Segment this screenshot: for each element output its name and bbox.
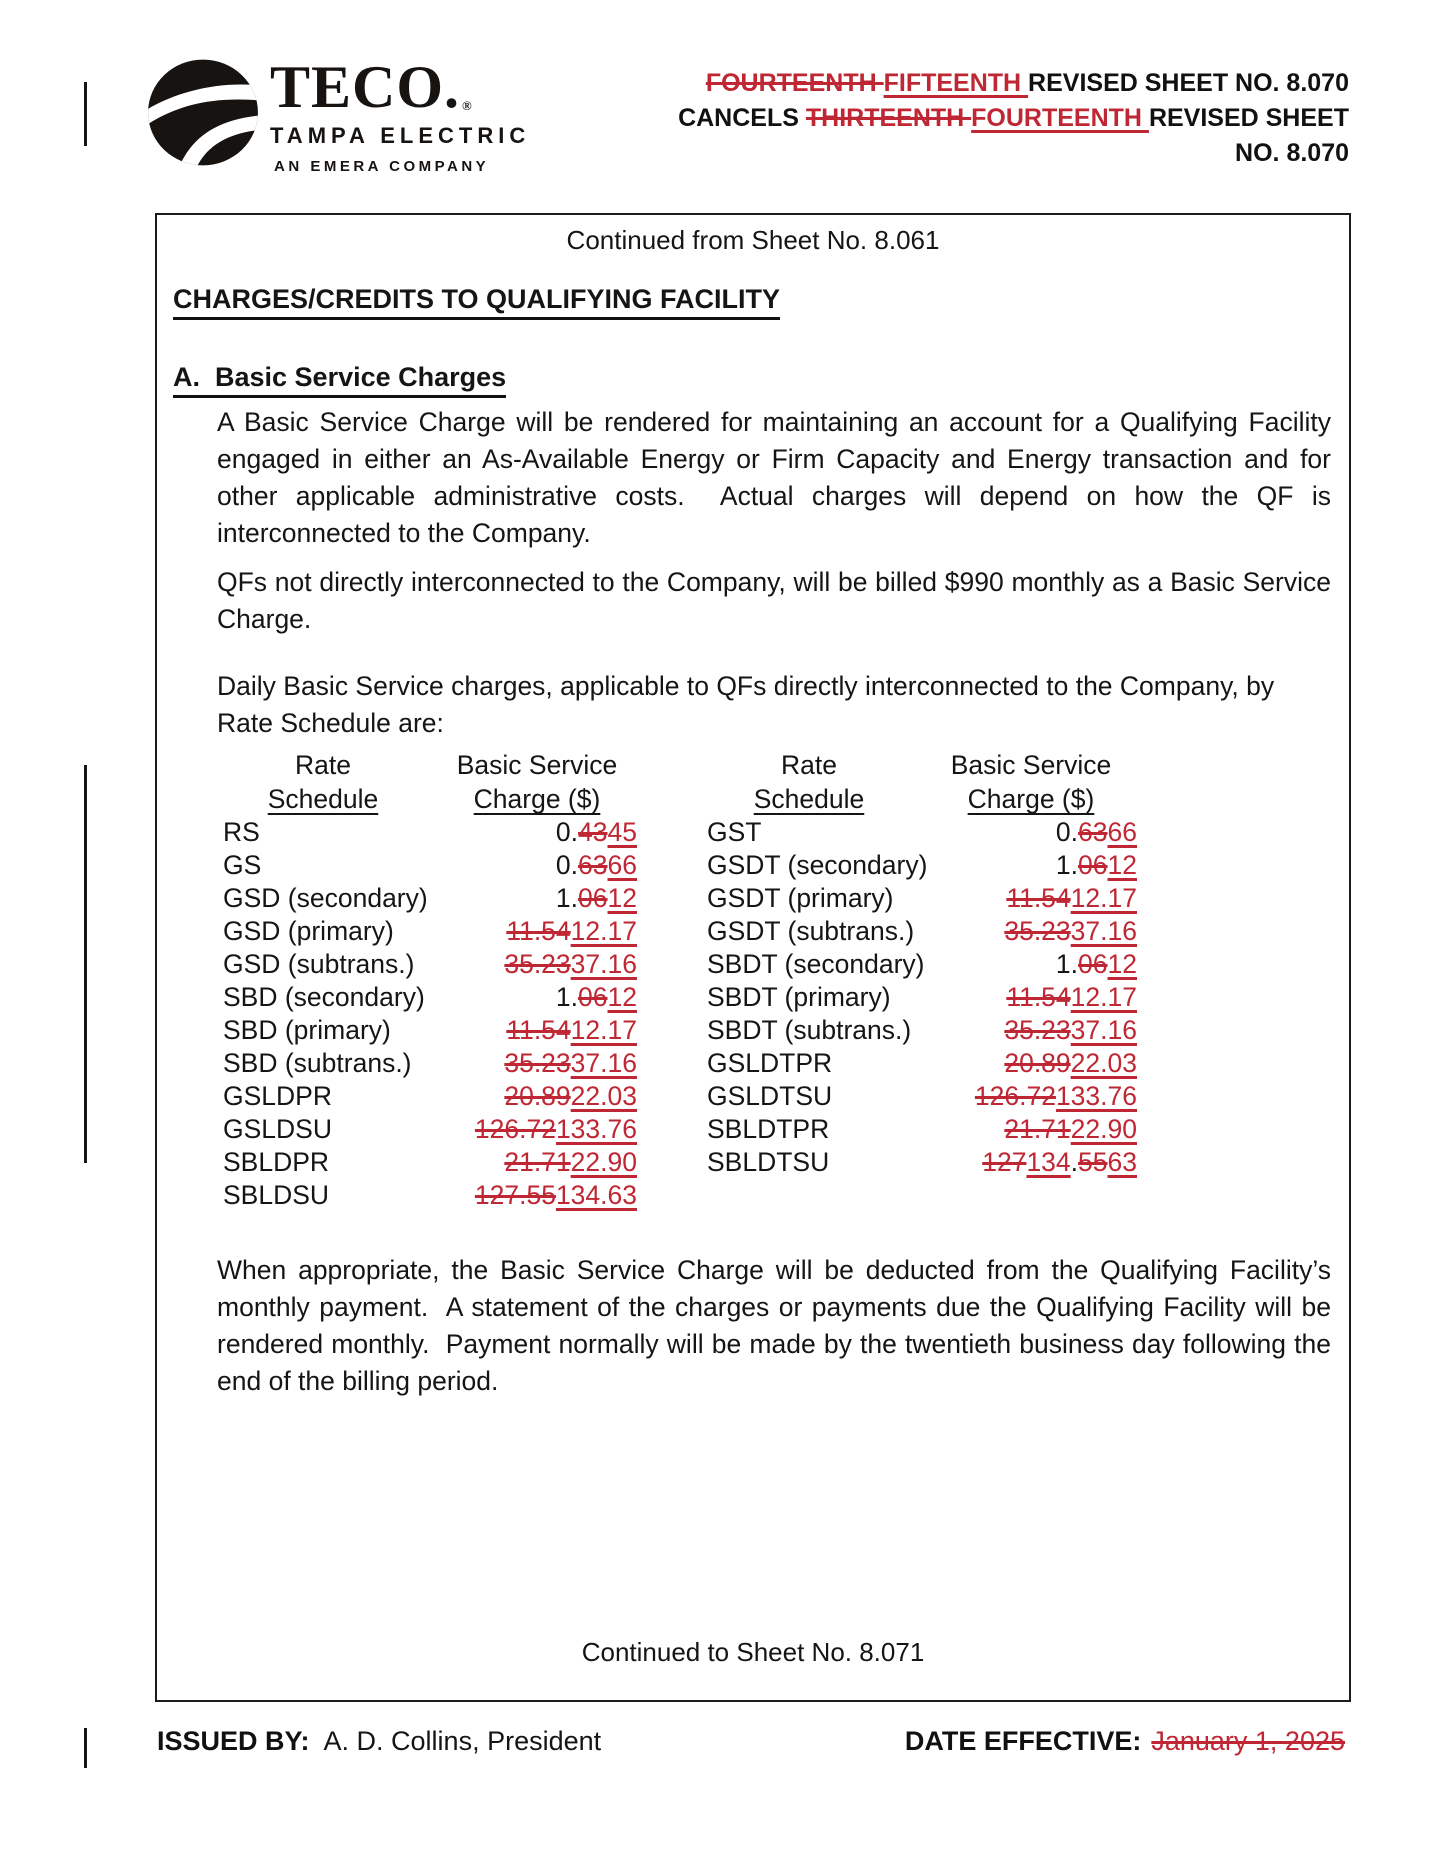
old-charge-value: 35.23 bbox=[1004, 1015, 1071, 1045]
table-row bbox=[209, 816, 1333, 849]
old-charge-value: 35.23 bbox=[504, 949, 571, 979]
charge-cell bbox=[925, 849, 1137, 882]
date-effective bbox=[905, 1726, 1345, 1757]
new-charge-value: 37.16 bbox=[1070, 1015, 1137, 1045]
new-charge-value: 45 bbox=[607, 817, 637, 847]
old-charge-value: 63 bbox=[1078, 817, 1108, 847]
schedule-cell: GSD (secondary) bbox=[223, 883, 428, 913]
column-gap bbox=[637, 1080, 693, 1113]
new-charge-value: 133.76 bbox=[1055, 1081, 1137, 1111]
struck-revision-number: FOURTEENTH bbox=[705, 69, 884, 97]
schedule-cell bbox=[693, 1179, 925, 1212]
struck-cancelled-number: THIRTEENTH bbox=[805, 104, 972, 132]
column-gap bbox=[637, 882, 693, 915]
rate-table-header bbox=[209, 748, 1333, 816]
new-charge-value: 134 bbox=[1026, 1147, 1071, 1177]
rate-table-header-line-2: Schedule Charge ($) Schedule Charge ($) bbox=[267, 784, 1095, 814]
old-charge-value: 35.23 bbox=[1004, 916, 1071, 946]
new-charge-value: 12 bbox=[607, 982, 637, 1012]
old-charge-value: 127.55 bbox=[474, 1180, 556, 1210]
new-charge-value: 66 bbox=[607, 850, 637, 880]
rate-table-header-line-1: Rate Basic Service Rate Basic Service bbox=[295, 750, 1112, 780]
column-gap bbox=[637, 981, 693, 1014]
table-row bbox=[209, 1146, 1333, 1179]
date-effective-struck-value: January 1, 2025 bbox=[1151, 1726, 1345, 1756]
old-charge-value: 127 bbox=[982, 1147, 1027, 1177]
paragraph-not-interconnected: QFs not directly interconnected to the Company, will be billed $990 monthly as a Basic Service Charge. bbox=[217, 567, 1331, 634]
sheet-footer bbox=[157, 1726, 1345, 1757]
old-charge-value: 11.54 bbox=[506, 1015, 571, 1045]
charge-value: 1. bbox=[1055, 949, 1079, 979]
charge-cell bbox=[925, 1014, 1137, 1047]
revision-line-3: NO. 8.070 bbox=[1235, 139, 1349, 167]
schedule-cell: GSLDSU bbox=[223, 1114, 332, 1144]
inserted-revision-number: FIFTEENTH bbox=[883, 69, 1029, 97]
new-charge-value: 37.16 bbox=[570, 949, 637, 979]
new-charge-value: 22.03 bbox=[1070, 1048, 1137, 1078]
new-charge-value: 134.63 bbox=[555, 1180, 637, 1210]
paragraph-closing: When appropriate, the Basic Service Charge will be deducted from the Qualifying Facility’s monthly payment. A statement of the charges or payments due the Qualifying Facility will be rendered monthly. Payment normally will be made by the twentieth business day following the end of the billing period. bbox=[217, 1255, 1331, 1396]
new-charge-value: 66 bbox=[1107, 817, 1137, 847]
issued-by-label: ISSUED BY: bbox=[157, 1726, 310, 1756]
column-gap bbox=[637, 816, 693, 849]
schedule-cell: SBD (subtrans.) bbox=[223, 1048, 412, 1078]
new-charge-value: 22.90 bbox=[1070, 1114, 1137, 1144]
column-gap bbox=[637, 1014, 693, 1047]
charge-cell bbox=[437, 948, 637, 981]
charge-value: 1. bbox=[1055, 850, 1079, 880]
schedule-cell: GSDT (secondary) bbox=[707, 850, 928, 880]
new-charge-value: 37.16 bbox=[1070, 916, 1137, 946]
rate-table bbox=[209, 748, 1333, 1212]
new-charge-value: 12 bbox=[607, 883, 637, 913]
new-charge-value: 12 bbox=[1107, 850, 1137, 880]
rate-table-rows bbox=[209, 816, 1333, 1212]
new-charge-value: 12.17 bbox=[570, 1015, 637, 1045]
tampa-electric-label: TAMPA ELECTRIC bbox=[270, 123, 531, 148]
teco-logo-icon bbox=[146, 58, 260, 168]
old-charge-value: 21.71 bbox=[1004, 1114, 1071, 1144]
schedule-cell: GS bbox=[223, 850, 262, 880]
revision-change-bar-table bbox=[84, 765, 87, 1163]
schedule-cell: SBDT (secondary) bbox=[707, 949, 925, 979]
schedule-cell: GSLDPR bbox=[223, 1081, 332, 1111]
registered-mark: ® bbox=[462, 98, 473, 113]
charge-cell bbox=[437, 915, 637, 948]
continued-to-note: Continued to Sheet No. 8.071 bbox=[581, 1637, 925, 1667]
table-row bbox=[209, 1014, 1333, 1047]
schedule-cell: SBLDTSU bbox=[707, 1147, 830, 1177]
old-charge-value: 06 bbox=[578, 883, 608, 913]
schedule-cell: SBD (primary) bbox=[223, 1015, 391, 1045]
new-charge-value: 37.16 bbox=[570, 1048, 637, 1078]
schedule-cell: SBDT (primary) bbox=[707, 982, 891, 1012]
schedule-cell: SBLDSU bbox=[223, 1180, 330, 1210]
old-charge-value: 20.89 bbox=[1004, 1048, 1071, 1078]
charge-cell bbox=[925, 915, 1137, 948]
paragraph-basic-service-charge: A Basic Service Charge will be rendered for maintaining an account for a Qualifying Facility engaged in either an As-Available Energy or Firm Capacity and Energy transaction and for other applicable administrative costs. Actual charges will depend on how the QF is interconnected to the Company. bbox=[217, 407, 1331, 548]
old-charge-value: 11.54 bbox=[1006, 982, 1071, 1012]
new-charge-value: 22.03 bbox=[570, 1081, 637, 1111]
table-row bbox=[209, 849, 1333, 882]
old-charge-value: 11.54 bbox=[506, 916, 571, 946]
schedule-cell: GSLDTPR bbox=[707, 1048, 833, 1078]
charge-cell bbox=[925, 816, 1137, 849]
table-row bbox=[209, 948, 1333, 981]
subsection-title: A. Basic Service Charges bbox=[173, 362, 1333, 398]
table-row bbox=[209, 1047, 1333, 1080]
charge-cell bbox=[925, 1080, 1137, 1113]
sheet-body-box bbox=[155, 213, 1351, 1702]
charge-cell bbox=[925, 1047, 1137, 1080]
charge-cell bbox=[437, 1113, 637, 1146]
table-row bbox=[209, 1113, 1333, 1146]
column-gap bbox=[637, 849, 693, 882]
table-row bbox=[209, 1080, 1333, 1113]
revision-change-bar-header bbox=[84, 82, 87, 146]
schedule-cell: SBLDPR bbox=[223, 1147, 330, 1177]
table-row bbox=[209, 882, 1333, 915]
revision-header bbox=[449, 66, 1349, 171]
old-charge-value: 35.23 bbox=[504, 1048, 571, 1078]
charge-cell bbox=[437, 816, 637, 849]
new-charge-value: 12.17 bbox=[1070, 982, 1137, 1012]
charge-cell bbox=[925, 948, 1137, 981]
old-charge-value: 11.54 bbox=[1006, 883, 1071, 913]
charge-cell bbox=[925, 1179, 1137, 1212]
table-row bbox=[209, 981, 1333, 1014]
issued-by bbox=[157, 1726, 601, 1757]
charge-cell bbox=[437, 981, 637, 1014]
old-charge-value: 20.89 bbox=[504, 1081, 571, 1111]
old-charge-value: 06 bbox=[1078, 949, 1108, 979]
column-gap bbox=[637, 1113, 693, 1146]
charge-cell bbox=[437, 1014, 637, 1047]
charge-value: . bbox=[1070, 1147, 1079, 1177]
schedule-cell: SBD (secondary) bbox=[223, 982, 425, 1012]
old-charge-value: 126.72 bbox=[974, 1081, 1056, 1111]
charge-cell bbox=[437, 1179, 637, 1212]
schedule-cell: SBDT (subtrans.) bbox=[707, 1015, 912, 1045]
table-row bbox=[209, 1179, 1333, 1212]
old-charge-value: 06 bbox=[578, 982, 608, 1012]
old-charge-value: 55 bbox=[1078, 1147, 1108, 1177]
charge-cell bbox=[925, 981, 1137, 1014]
charge-value: 1. bbox=[555, 982, 579, 1012]
column-gap bbox=[637, 1047, 693, 1080]
new-charge-value: 22.90 bbox=[570, 1147, 637, 1177]
continued-from-note: Continued from Sheet No. 8.061 bbox=[566, 225, 940, 255]
new-charge-value: 133.76 bbox=[555, 1114, 637, 1144]
revision-line-1: FOURTEENTH FIFTEENTH REVISED SHEET NO. 8.070 bbox=[705, 69, 1349, 97]
new-charge-value: 12.17 bbox=[570, 916, 637, 946]
charge-value: 0. bbox=[1055, 817, 1079, 847]
schedule-cell: SBLDTPR bbox=[707, 1114, 830, 1144]
column-gap bbox=[637, 1179, 693, 1212]
revision-line-2: CANCELS THIRTEENTH FOURTEENTH REVISED SHEET bbox=[678, 104, 1349, 132]
charge-value: 0. bbox=[555, 817, 579, 847]
column-gap bbox=[637, 915, 693, 948]
new-charge-value: 12.17 bbox=[1070, 883, 1137, 913]
issued-by-value: A. D. Collins, President bbox=[323, 1726, 602, 1756]
old-charge-value: 06 bbox=[1078, 850, 1108, 880]
charge-cell bbox=[925, 1113, 1137, 1146]
new-charge-value: 12 bbox=[1107, 949, 1137, 979]
schedule-cell: GSDT (primary) bbox=[707, 883, 894, 913]
schedule-cell: GST bbox=[707, 817, 762, 847]
schedule-cell: GSLDTSU bbox=[707, 1081, 833, 1111]
section-title: CHARGES/CREDITS TO QUALIFYING FACILITY bbox=[173, 284, 1333, 320]
inserted-cancelled-number: FOURTEENTH bbox=[971, 104, 1149, 132]
charge-cell bbox=[925, 882, 1137, 915]
date-effective-label: DATE EFFECTIVE: bbox=[904, 1726, 1142, 1756]
table-row bbox=[209, 915, 1333, 948]
column-gap bbox=[637, 948, 693, 981]
old-charge-value: 126.72 bbox=[474, 1114, 556, 1144]
column-gap bbox=[637, 1146, 693, 1179]
charge-value: 1. bbox=[555, 883, 579, 913]
old-charge-value: 43 bbox=[578, 817, 608, 847]
schedule-cell: RS bbox=[223, 817, 260, 847]
teco-brand-name: TECO. ® bbox=[270, 54, 473, 120]
charge-cell bbox=[437, 1146, 637, 1179]
new-charge-value: 63 bbox=[1107, 1147, 1137, 1177]
charge-cell bbox=[437, 882, 637, 915]
charge-cell bbox=[925, 1146, 1137, 1179]
schedule-cell: GSD (subtrans.) bbox=[223, 949, 415, 979]
old-charge-value: 63 bbox=[578, 850, 608, 880]
schedule-cell: GSD (primary) bbox=[223, 916, 394, 946]
revision-change-bar-footer bbox=[84, 1728, 87, 1768]
schedule-cell: GSDT (subtrans.) bbox=[707, 916, 915, 946]
charge-cell bbox=[437, 1047, 637, 1080]
emera-tagline: AN EMERA COMPANY bbox=[274, 158, 490, 175]
paragraph-daily-charges-intro: Daily Basic Service charges, applicable to QFs directly interconnected to the Company, by Rate Schedule are: bbox=[217, 671, 1275, 738]
charge-value: 0. bbox=[555, 850, 579, 880]
old-charge-value: 21.71 bbox=[504, 1147, 571, 1177]
charge-cell bbox=[437, 849, 637, 882]
charge-cell bbox=[437, 1080, 637, 1113]
